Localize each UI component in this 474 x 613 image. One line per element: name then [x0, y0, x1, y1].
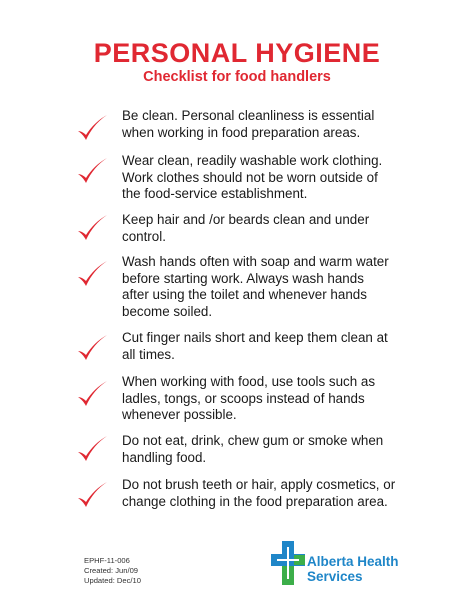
checklist-item-text: When working with food, use tools such as ladles, tongs, or scoops instead of hands whenever possible.: [122, 374, 376, 422]
logo-line-1: Alberta Health: [307, 554, 399, 569]
check-mark-icon: [74, 334, 108, 362]
page-title: PERSONAL HYGIENE: [93, 38, 381, 68]
checklist-item-text: Keep hair and /or beards clean and under control.: [122, 212, 370, 244]
page-subtitle: Checklist for food handlers: [143, 69, 331, 85]
logo-wordmark: [307, 555, 399, 584]
check-mark-icon: [74, 260, 108, 288]
check-mark-icon: [74, 114, 108, 142]
check-mark-icon: [74, 214, 108, 242]
ahs-cross-icon: [271, 541, 305, 585]
check-mark-icon: [74, 380, 108, 408]
checklist-item-text: Cut finger nails short and keep them clean at all times.: [122, 330, 388, 362]
logo-line-2: Services: [307, 568, 363, 584]
checklist-item-text: Wash hands often with soap and warm water before starting work. Always wash hands after using the toilet and whenever hands become soiled.: [122, 254, 389, 319]
checklist-item-text: Be clean. Personal cleanliness is essential when working in food preparation areas.: [122, 108, 375, 140]
created-date: Created: Jun/09: [84, 566, 139, 575]
check-mark-icon: [74, 481, 108, 509]
checklist-item-text: Wear clean, readily washable work clothing. Work clothes should not be worn outside of the food-service establishment.: [122, 153, 383, 201]
document-code: EPHF-11-006: [84, 556, 130, 565]
check-mark-icon: [74, 157, 108, 185]
checklist-item-text: Do not brush teeth or hair, apply cosmetics, or change clothing in the food preparation area.: [122, 477, 396, 509]
alberta-health-services-logo: [271, 541, 411, 585]
checklist-item-text: Do not eat, drink, chew gum or smoke when handling food.: [122, 433, 384, 465]
check-mark-icon: [74, 435, 108, 463]
document-info: [84, 556, 141, 586]
updated-date: Updated: Dec/10: [84, 576, 141, 585]
